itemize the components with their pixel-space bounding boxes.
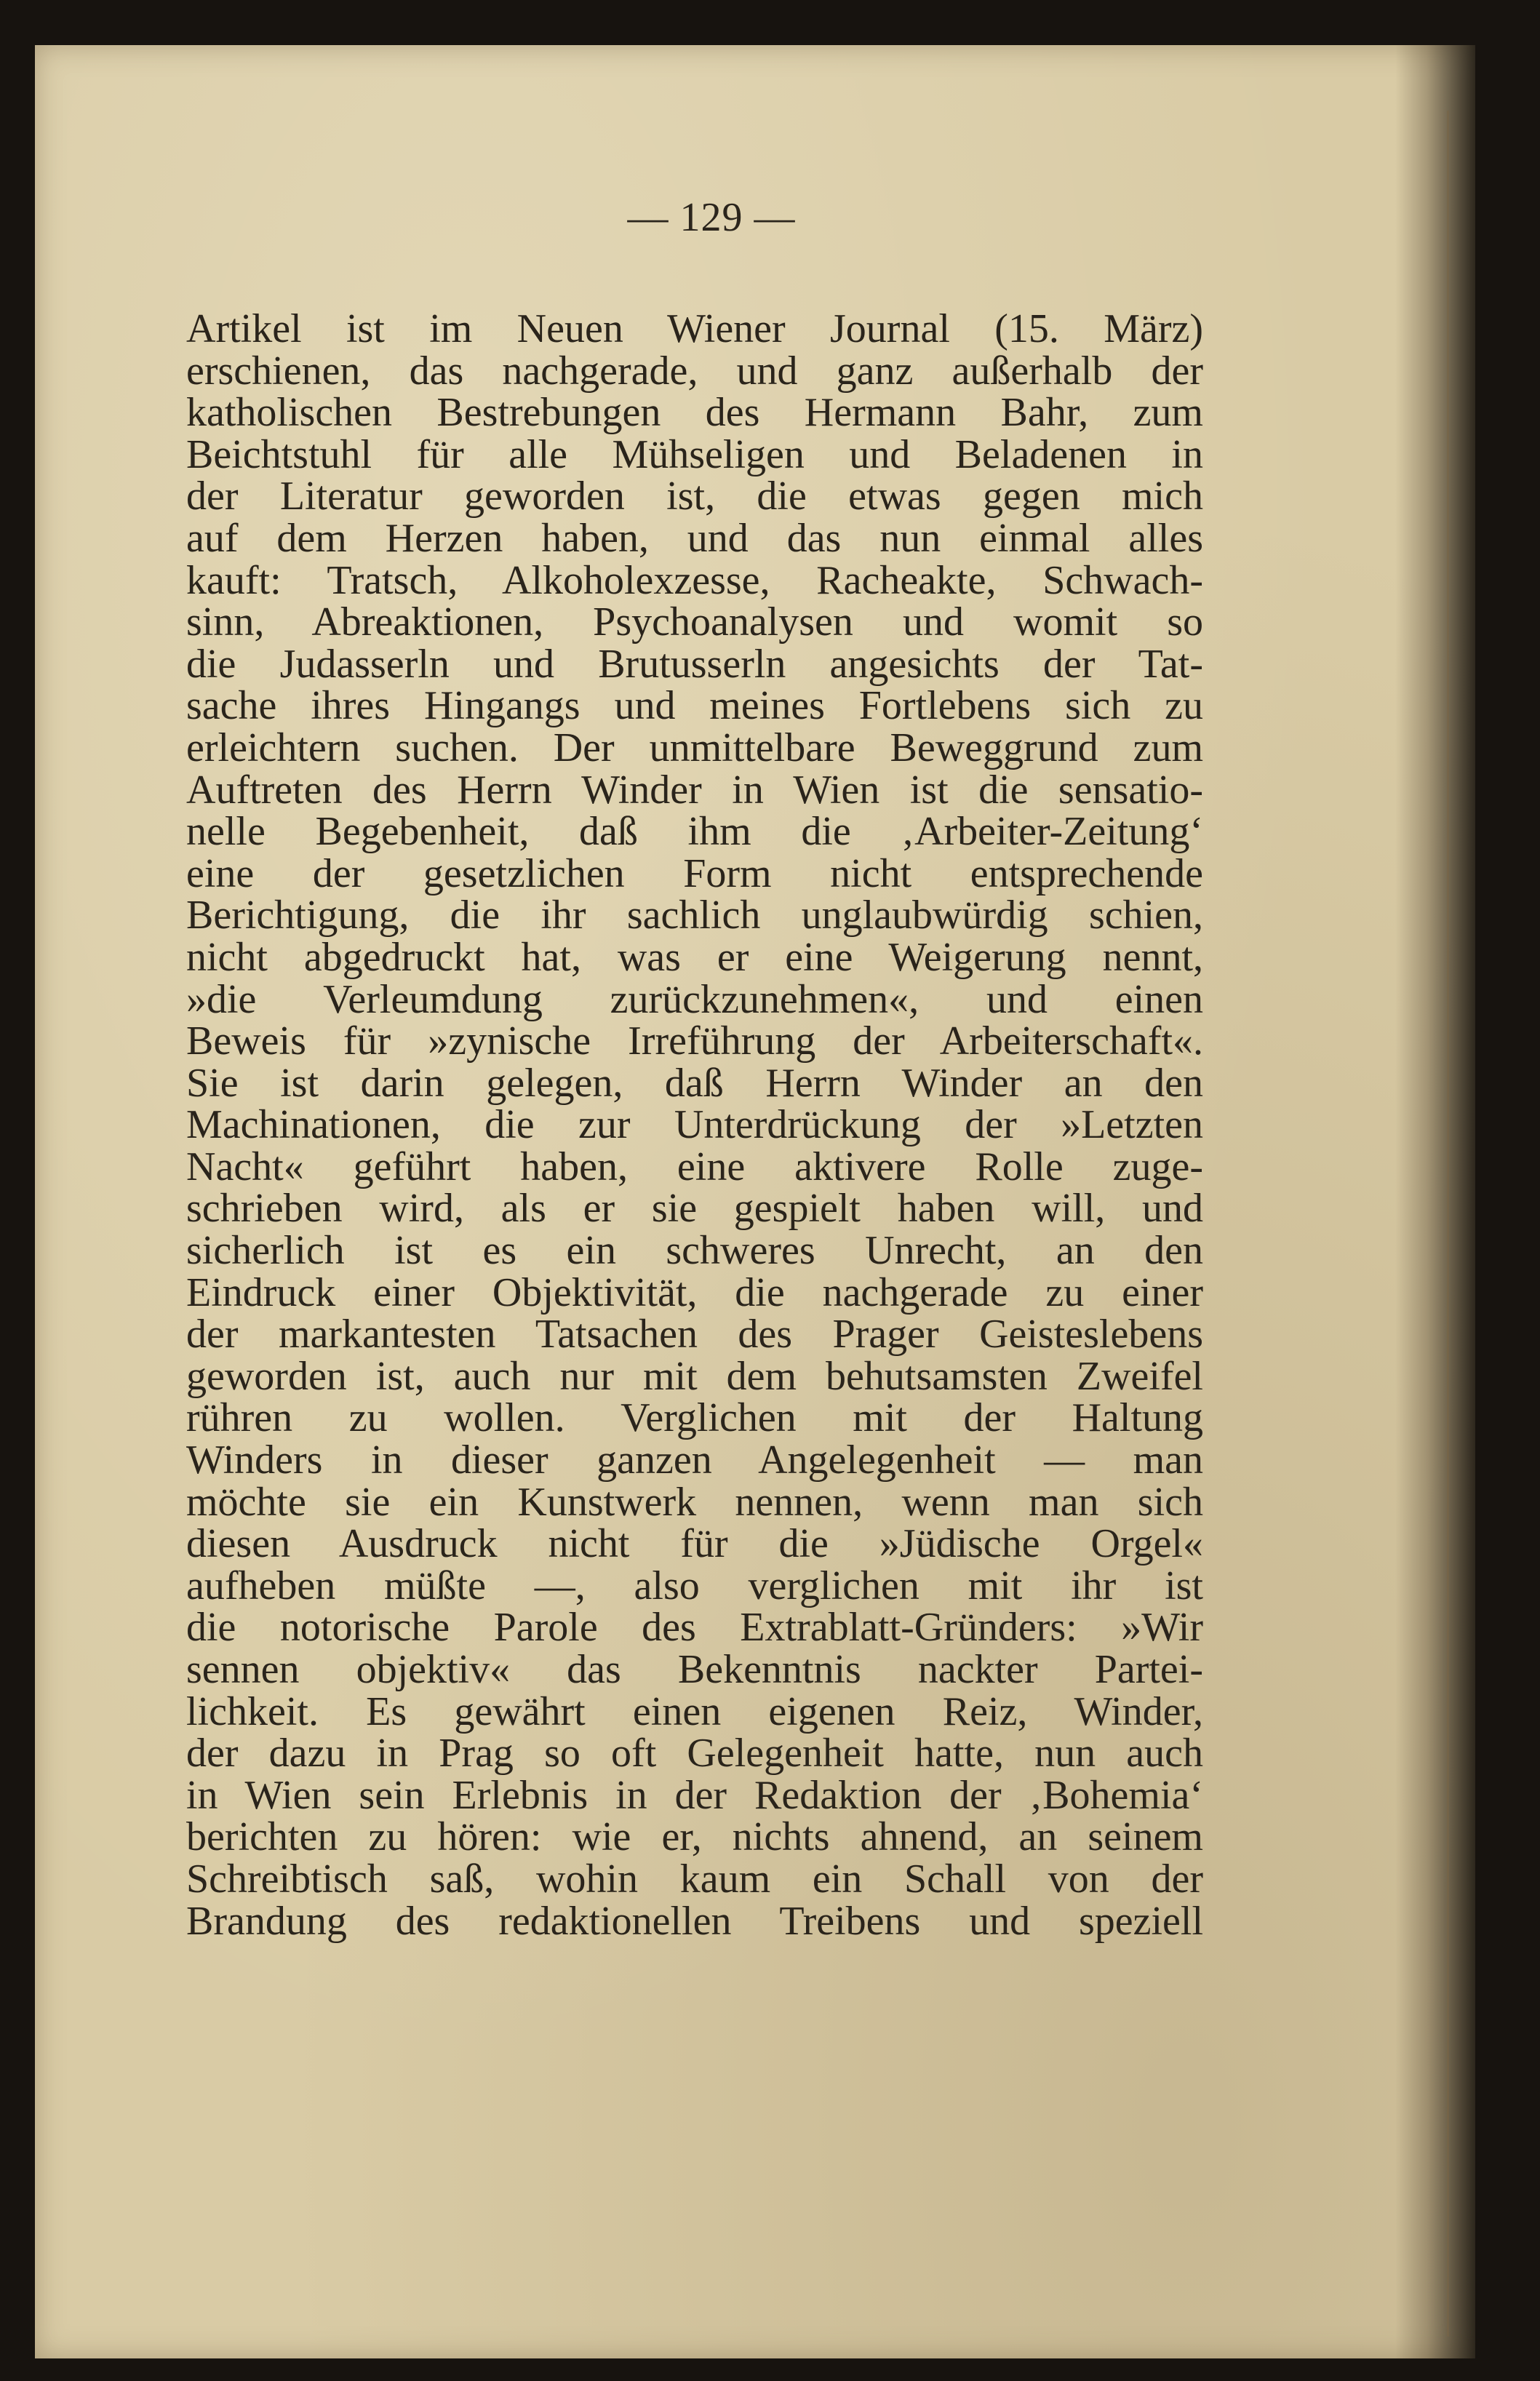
text-line: berichten zu hören: wie er, nichts ahnend, an seinem <box>186 1814 1203 1860</box>
text-line: katholischen Bestrebungen des Hermann Bahr, zum <box>186 390 1203 436</box>
text-line: sinn, Abreaktionen, Psychoanalysen und womit so <box>186 599 1203 645</box>
text-line: »die Verleumdung zurückzunehmen«, und einen <box>186 976 1203 1022</box>
text-line: die notorische Parole des Extrablatt-Gründers: »Wir <box>186 1605 1203 1651</box>
text-line: Eindruck einer Objektivität, die nachgerade zu einer <box>186 1269 1203 1315</box>
text-line: möchte sie ein Kunstwerk nennen, wenn man sich <box>186 1479 1203 1525</box>
text-line: Brandung des redaktionellen Treibens und speziell <box>186 1898 1203 1944</box>
text-line: schrieben wird, als er sie gespielt haben will, und <box>186 1186 1203 1232</box>
text-line: Artikel ist im Neuen Wiener Journal (15. März) <box>186 306 1203 351</box>
text-line: auf dem Herzen haben, und das nun einmal alles <box>186 515 1203 561</box>
book-page <box>35 45 1475 2358</box>
text-line: Beichtstuhl für alle Mühseligen und Beladenen in <box>186 431 1203 477</box>
body-text <box>186 308 1203 1942</box>
text-line: Sie ist darin gelegen, daß Herrn Winder an den <box>186 1060 1203 1106</box>
text-line: in Wien sein Erlebnis in der Redaktion der ‚Bohemia‘ <box>186 1772 1203 1818</box>
text-line: Berichtigung, die ihr sachlich unglaubwürdig schien, <box>186 893 1203 938</box>
text-line: Winders in dieser ganzen Angelegenheit — man <box>186 1437 1203 1483</box>
text-line: erleichtern suchen. Der unmittelbare Beweggrund zum <box>186 725 1203 770</box>
text-line: Nacht« geführt haben, eine aktivere Rolle zuge- <box>186 1144 1203 1189</box>
text-line: geworden ist, auch nur mit dem behutsamsten Zweifel <box>186 1353 1203 1399</box>
text-line: nelle Begebenheit, daß ihm die ‚Arbeiter-Zeitung‘ <box>186 809 1203 855</box>
text-line: Schreibtisch saß, wohin kaum ein Schall von der <box>186 1856 1203 1902</box>
text-line: erschienen, das nachgerade, und ganz außerhalb der <box>186 348 1203 394</box>
text-line: sicherlich ist es ein schweres Unrecht, an den <box>186 1228 1203 1274</box>
text-line: aufheben müßte —, also verglichen mit ihr ist <box>186 1563 1203 1608</box>
text-line: die Judasserln und Brutusserln angesichts der Tat- <box>186 641 1203 687</box>
text-line: Beweis für »zynische Irreführung der Arbeiterschaft«. <box>186 1018 1203 1064</box>
text-line: sache ihres Hingangs und meines Fortlebens sich zu <box>186 683 1203 729</box>
text-line: Machinationen, die zur Unterdrückung der »Letzten <box>186 1102 1203 1148</box>
text-line: Auftreten des Herrn Winder in Wien ist die sensatio- <box>186 767 1203 813</box>
text-line: rühren zu wollen. Verglichen mit der Haltung <box>186 1395 1203 1441</box>
text-line: der markantesten Tatsachen des Prager Geisteslebens <box>186 1312 1203 1357</box>
text-line: kauft: Tratsch, Alkoholexzesse, Racheakte, Schwach- <box>186 557 1203 603</box>
text-line: der Literatur geworden ist, die etwas gegen mich <box>186 474 1203 519</box>
page-edge-line <box>1447 111 1449 2337</box>
text-line: nicht abgedruckt hat, was er eine Weigerung nennt, <box>186 934 1203 980</box>
page-number: — 129 — <box>627 195 796 240</box>
text-line: diesen Ausdruck nicht für die »Jüdische Orgel« <box>186 1521 1203 1567</box>
text-line: lichkeit. Es gewährt einen eigenen Reiz, Winder, <box>186 1688 1203 1734</box>
page-gutter-shadow <box>1395 45 1475 2358</box>
text-line: eine der gesetzlichen Form nicht entsprechende <box>186 850 1203 896</box>
text-line: sennen objektiv« das Bekenntnis nackter Partei- <box>186 1647 1203 1692</box>
text-line: der dazu in Prag so oft Gelegenheit hatte, nun auch <box>186 1731 1203 1776</box>
